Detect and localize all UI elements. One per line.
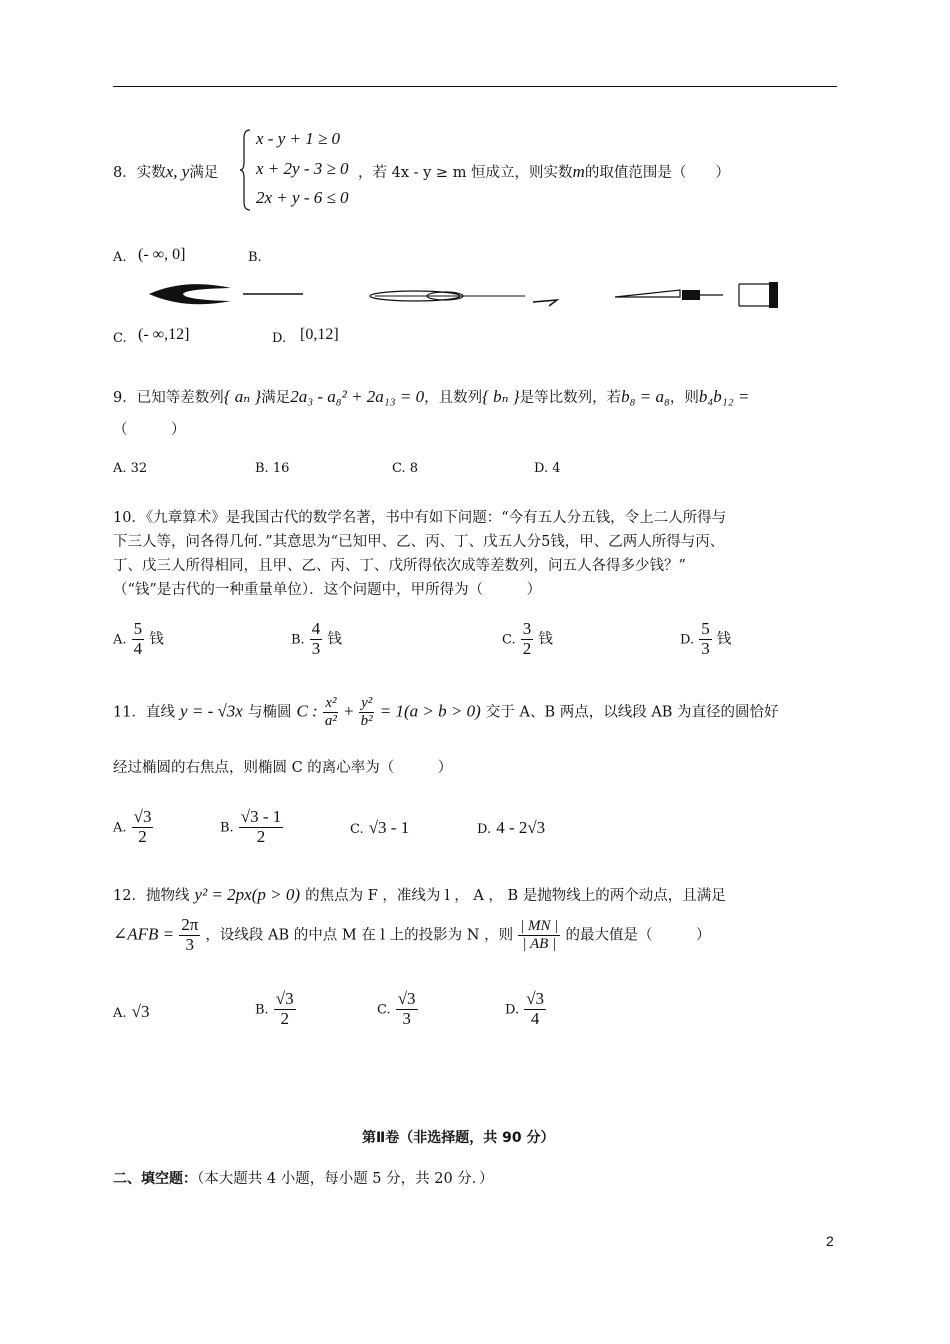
- q8-option-a-label: A.: [113, 250, 127, 265]
- q10-option-c: C. $\frac{3}{2}$ 钱: [502, 619, 553, 658]
- q9-option-c: C. 8: [392, 461, 419, 476]
- q8-stem: 8．实数x, y满足: [113, 162, 219, 181]
- q10-option-b: B. $\frac{4}{3}$ 钱: [291, 619, 342, 658]
- q10-line-1: 10．《九章算术》是我国古代的数学名著，书中有如下问题：“今有五人分五钱，令上二人所得与: [113, 510, 727, 526]
- q8-option-b-garbled-graphic: [145, 280, 785, 312]
- fill-in-heading: 二、填空题：（本大题共 4 小题，每小题 5 分，共 20 分．）: [113, 1171, 494, 1187]
- q8-option-c-label: C.: [113, 331, 127, 346]
- q11-line-2: 经过椭圆的右焦点，则椭圆 C 的离心率为（ ）: [113, 760, 453, 776]
- page-number: 2: [826, 1233, 834, 1249]
- q12-option-d: D. $\frac{√3}{4}$: [505, 989, 545, 1028]
- q11-option-b: B. $\frac{√3 - 1}{2}$: [220, 807, 282, 846]
- q12-option-c: C. $\frac{√3}{3}$: [377, 989, 416, 1028]
- q8-option-c-value: (- ∞,12]: [138, 326, 190, 343]
- q9-option-b: B. 16: [255, 461, 290, 476]
- q10-line-4: （“钱”是古代的一种重量单位）．这个问题中，甲所得为（ ）: [113, 582, 542, 598]
- q12-option-b: B. $\frac{√3}{2}$: [255, 989, 294, 1028]
- q8-sys-1: x - y + 1 ≥ 0: [256, 129, 341, 148]
- q8-option-d-value: [0,12]: [300, 326, 339, 343]
- q10-option-d: D. $\frac{5}{3}$ 钱: [680, 619, 732, 658]
- q10-line-2: 下三人等，问各得几何．”其意思为“已知甲、乙、丙、丁、戊五人分5钱，甲、乙两人所得与丙、: [113, 534, 725, 550]
- q8-option-a-value: (- ∞, 0]: [138, 246, 186, 263]
- q12-line-2: ∠AFB = $\frac{2\pi}{3}$ ，设线段 AB 的中点 M 在 l 上的投影为 N ，则 $\frac{| MN |}{| AB |}$ 的最大值是（ ）: [113, 915, 711, 954]
- q9-option-d: D. 4: [534, 461, 561, 476]
- q10-option-a: A. $\frac{5}{4}$ 钱: [113, 619, 164, 658]
- q12-option-a: A. √3: [113, 1002, 150, 1021]
- q12-stem: 12．抛物线 y² = 2px(p > 0) 的焦点为 F ，准线为 l ， A ， B 是抛物线上的两个动点，且满足: [113, 885, 726, 904]
- q11-option-c: C. √3 - 1: [350, 818, 410, 837]
- q11-option-a: A. $\frac{√3}{2}$: [113, 807, 152, 846]
- q9-paren: （ ）: [113, 422, 186, 438]
- q8-option-b-label: B.: [248, 250, 262, 265]
- q9-option-a: A. 32: [113, 461, 148, 476]
- q9-stem: 9．已知等差数列{ aₙ }满足2a₃ - a₈² + 2a₁₃ = 0，且数列{ bₙ }是等比数列，若b₈ = a₈，则b₄b₁₂ =: [113, 387, 750, 406]
- q8-brace: [240, 128, 252, 212]
- q8-condition: ，若 4x - y ≥ m 恒成立，则实数m的取值范围是（ ）: [358, 162, 730, 181]
- q8-sys-2: x + 2y - 3 ≥ 0: [256, 159, 349, 178]
- q8-option-d-label: D.: [272, 331, 287, 346]
- q10-line-3: 丁、戊三人所得相同，且甲、乙、丙、丁、戊所得依次成等差数列，问五人各得多少钱？”: [113, 558, 686, 574]
- header-rule: [113, 86, 837, 87]
- q11-stem: 11．直线 y = - √3x 与椭圆 C : $\frac{\text{x²}}{\text{a²}}$ + $\frac{\text{y²}}{\text{b²}}$ = 1(a > b > 0) 交于 A、B 两点，以线段 AB 为直径的圆恰好: [113, 695, 779, 729]
- section-2-title: 第Ⅱ卷（非选择题，共 90 分）: [362, 1130, 555, 1146]
- q8-sys-3: 2x + y - 6 ≤ 0: [256, 188, 349, 207]
- q11-option-d: D. 4 - 2√3: [477, 818, 546, 837]
